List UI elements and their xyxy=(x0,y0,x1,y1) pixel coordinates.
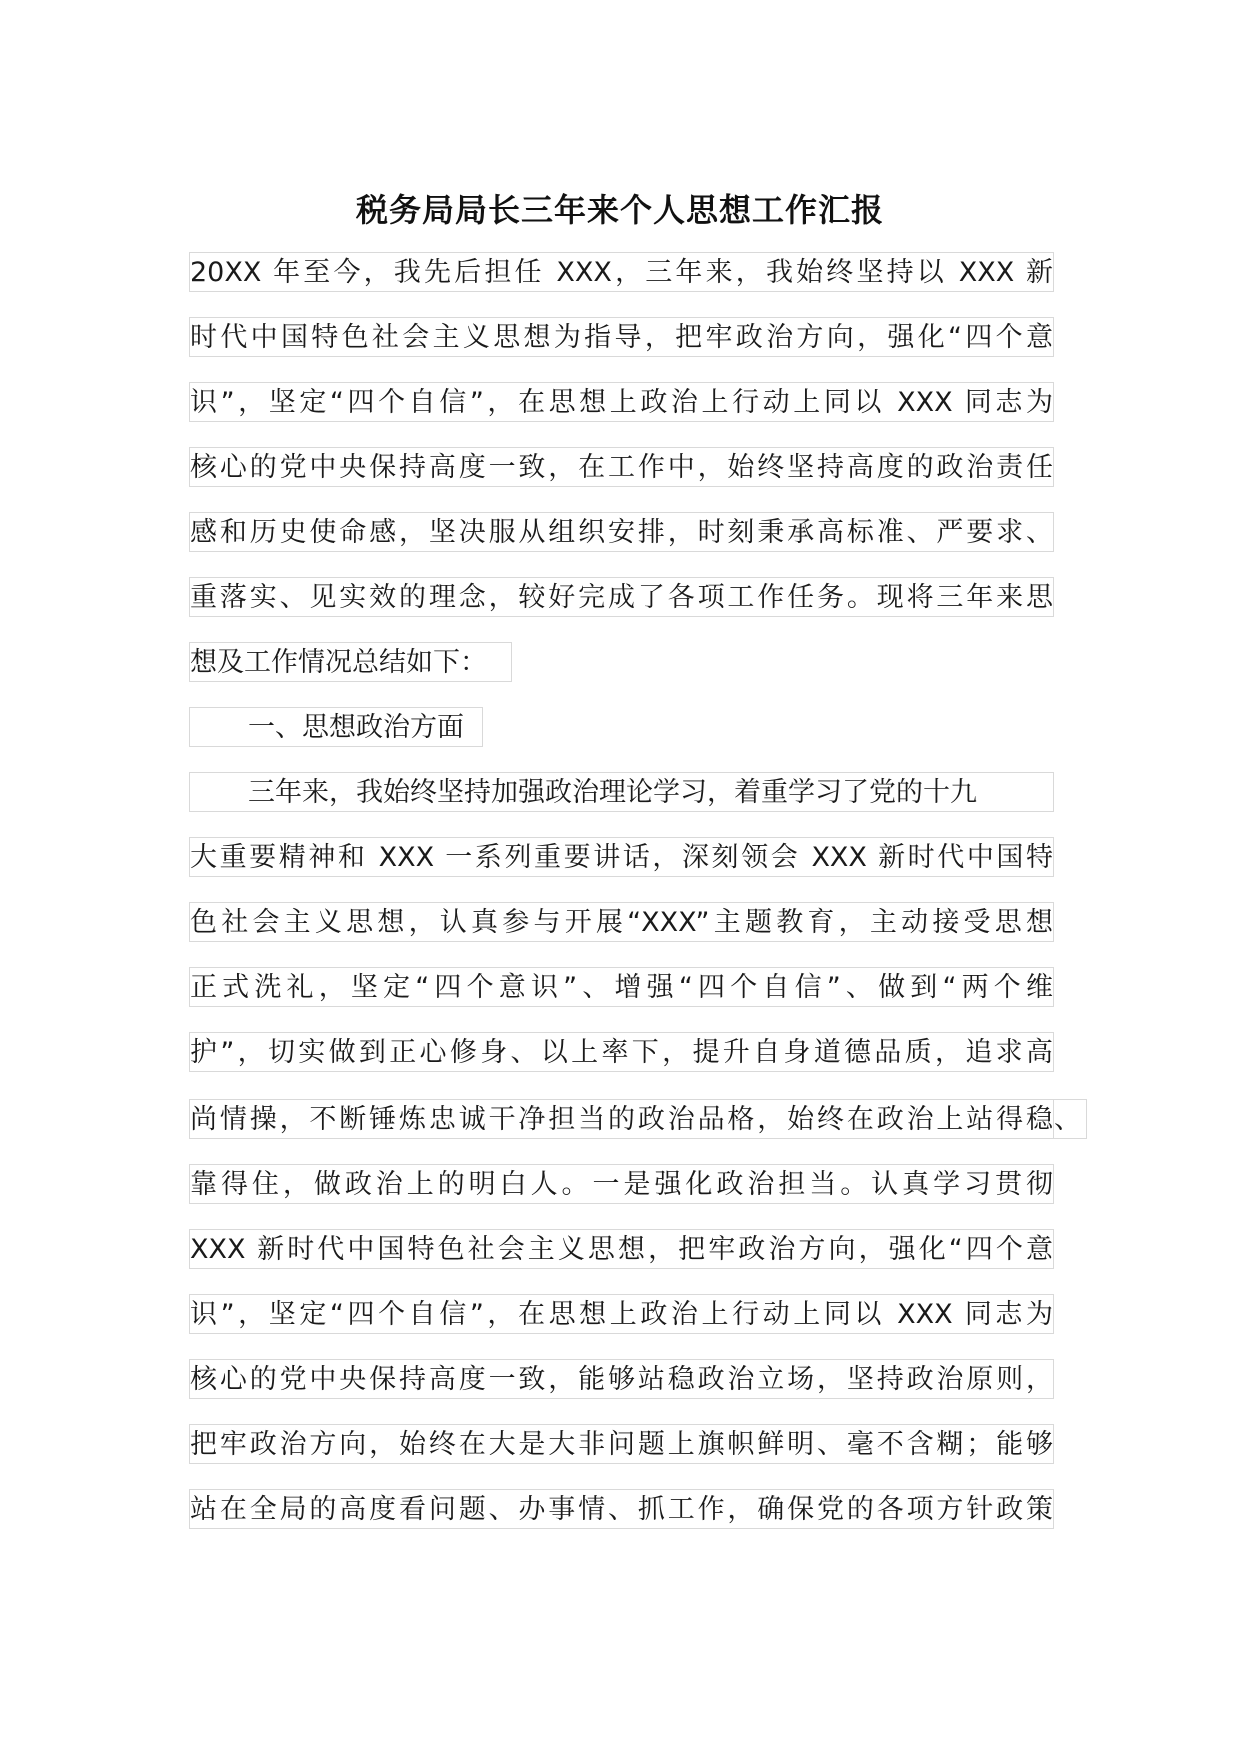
text-line-3: 识”，坚定“四个自信”，在思想上政治上行动上同以 XXX 同志为 xyxy=(189,382,1054,422)
text-line-9 xyxy=(189,772,1054,812)
text-line-10: 大重要精神和 XXX 一系列重要讲话，深刻领会 XXX 新时代中国特 xyxy=(189,837,1054,877)
document-title: 税务局局长三年来个人思想工作汇报 xyxy=(355,191,884,229)
text-line-5: 感和历史使命感，坚决服从组织安排，时刻秉承高标准、严要求、 xyxy=(189,512,1054,552)
text-line-1: 20XX 年至今，我先后担任 XXX，三年来，我始终坚持以 XXX 新 xyxy=(189,252,1054,292)
text-line-2: 时代中国特色社会主义思想为指导，把牢政治方向，强化“四个意 xyxy=(189,317,1054,357)
text-line-16: XXX 新时代中国特色社会主义思想，把牢政治方向，强化“四个意 xyxy=(189,1229,1054,1269)
text-line-13: 护”，切实做到正心修身、以上率下，提升自身道德品质，追求高 xyxy=(189,1032,1054,1072)
text-line-9-text: 三年来，我始终坚持加强政治理论学习，着重学习了党的十九 xyxy=(248,777,977,808)
text-line-20: 站在全局的高度看问题、办事情、抓工作，确保党的各项方针政策 xyxy=(189,1489,1054,1529)
text-line-11: 色社会主义思想，认真参与开展“XXX”主题教育，主动接受思想 xyxy=(189,902,1054,942)
text-line-6: 重落实、见实效的理念，较好完成了各项工作任务。现将三年来思 xyxy=(189,577,1054,617)
text-line-15: 靠得住，做政治上的明白人。一是强化政治担当。认真学习贯彻 xyxy=(189,1164,1054,1204)
text-line-18: 核心的党中央保持高度一致，能够站稳政治立场，坚持政治原则， xyxy=(189,1359,1054,1399)
text-line-7: 想及工作情况总结如下： xyxy=(189,642,512,682)
text-line-4: 核心的党中央保持高度一致，在工作中，始终坚持高度的政治责任 xyxy=(189,447,1054,487)
text-line-12: 正式洗礼，坚定“四个意识”、增强“四个自信”、做到“两个维 xyxy=(189,967,1054,1007)
text-line-19: 把牢政治方向，始终在大是大非问题上旗帜鲜明、毫不含糊；能够 xyxy=(189,1424,1054,1464)
text-line-17: 识”，坚定“四个自信”，在思想上政治上行动上同以 XXX 同志为 xyxy=(189,1294,1054,1334)
overflow-punctuation: 、 xyxy=(1053,1099,1087,1139)
text-line-14: 尚情操，不断锤炼忠诚干净担当的政治品格，始终在政治上站得稳 xyxy=(189,1099,1054,1139)
section-heading xyxy=(189,707,483,747)
section-heading-text: 一、思想政治方面 xyxy=(248,712,464,743)
